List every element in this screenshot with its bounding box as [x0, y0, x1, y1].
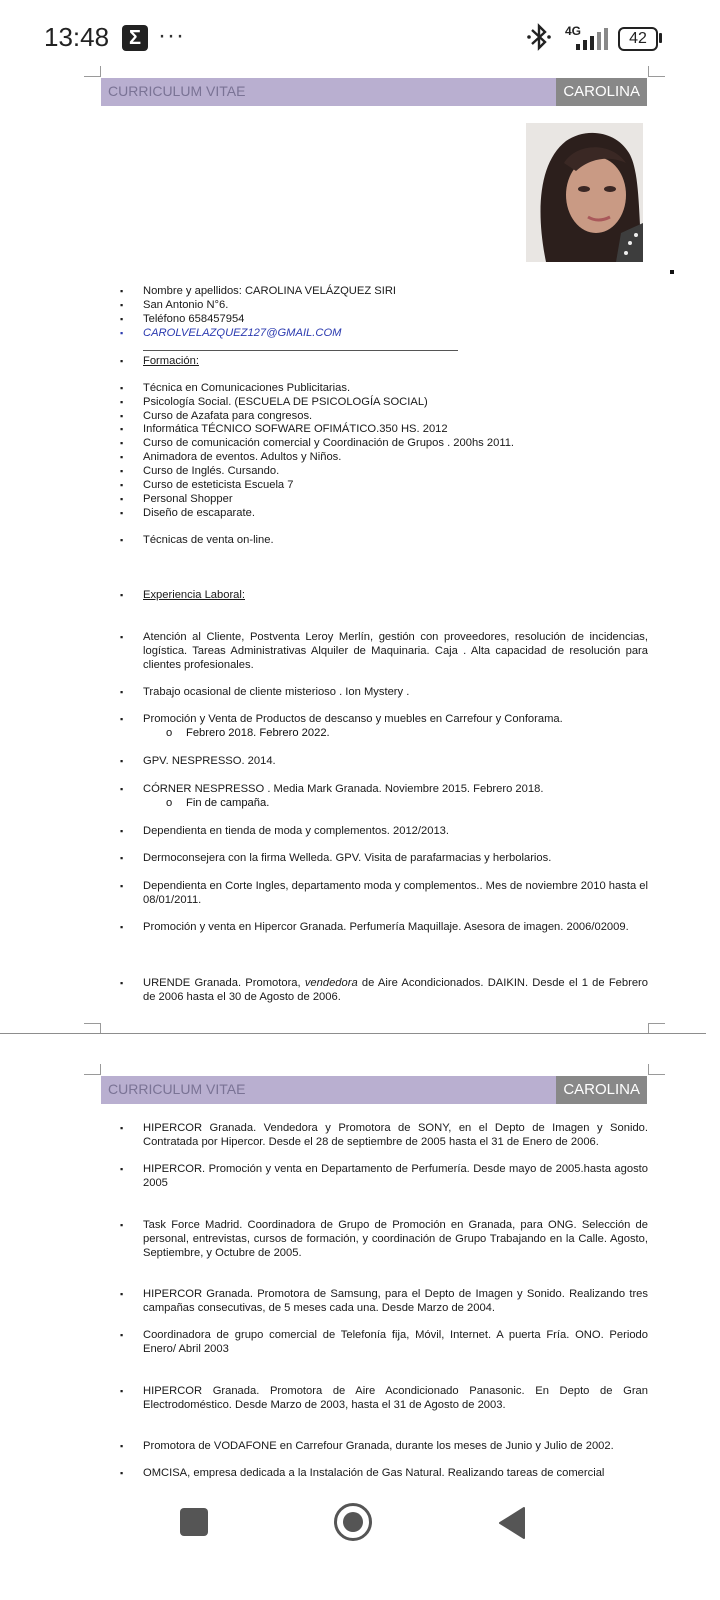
list-item: ▪ HIPERCOR Granada. Promotora de Samsung, para el Depto de Imagen y Sonido. Realizando tres campañas consecutivas, de 5 meses cada una. Desde Marzo de 2004.	[120, 1288, 648, 1314]
crop-mark	[84, 1064, 101, 1075]
header-title: CURRICULUM VITAE	[108, 83, 246, 99]
status-bar	[0, 0, 720, 76]
section-heading-formacion: ▪ Formación:	[120, 355, 199, 367]
list-item: ▪ Técnicas de venta on-line.	[120, 534, 274, 546]
list-item: ▪ Informática TÉCNICO SOFWARE OFIMÁTICO.350 HS. 2012	[120, 423, 448, 435]
separator-line	[143, 350, 458, 351]
list-item: ▪ Dependienta en Corte Ingles, departamento moda y complementos.. Mes de noviembre 2010 hasta el 08/01/2011.	[120, 880, 648, 906]
list-item: ▪ San Antonio N°6.	[120, 299, 229, 311]
battery-level: 42	[618, 27, 658, 51]
header-name: CAROLINA	[556, 1076, 647, 1104]
list-item: ▪ Dependienta en tienda de moda y complementos. 2012/2013.	[120, 825, 450, 837]
list-item: ▪ URENDE Granada. Promotora, vendedora de Aire Acondicionados. DAIKIN. Desde el 1 de Febrero de 2006 hasta el 30 de Agosto de 2006.	[120, 977, 648, 1003]
list-item: ▪ Promotora de VODAFONE en Carrefour Granada, durante los meses de Junio y Julio de 2002.	[120, 1440, 614, 1452]
list-item: ▪ GPV. NESPRESSO. 2014.	[120, 755, 276, 767]
list-item: ▪ HIPERCOR Granada. Vendedora y Promotora de SONY, en el Depto de Imagen y Sonido. Contratada por Hipercor. Desde el 28 de septiembre de 2005 hasta el 31 de Enero de 2006.	[120, 1122, 648, 1148]
more-notifications-icon: ···	[158, 22, 185, 49]
list-item: ▪ Curso de Inglés. Cursando.	[120, 465, 280, 477]
list-item: ▪ Atención al Cliente, Postventa Leroy Merlín, gestión con proveedores, resolución de incidencias, logística. Tareas Administrativas Alquiler de Maquinaria. Caja . Alta capacidad de resolución para clientes profesionales.	[120, 631, 648, 671]
list-item: ▪ Curso de esteticista Escuela 7	[120, 479, 294, 491]
profile-photo	[526, 123, 643, 262]
list-item: ▪ Psicología Social. (ESCUELA DE PSICOLOGÍA SOCIAL)	[120, 396, 428, 408]
list-item: ▪ Técnica en Comunicaciones Publicitarias.	[120, 382, 351, 394]
sub-list-item: o Febrero 2018. Febrero 2022.	[166, 727, 330, 739]
email-link[interactable]: ▪ CAROLVELAZQUEZ127@GMAIL.COM	[120, 327, 342, 339]
header-title: CURRICULUM VITAE	[108, 1081, 246, 1097]
list-item: ▪ Teléfono 658457954	[120, 313, 245, 325]
home-icon	[343, 1512, 363, 1532]
list-item: ▪ HIPERCOR. Promoción y venta en Departamento de Perfumería. Desde mayo de 2005.hasta agosto 2005	[120, 1163, 648, 1189]
list-item: ▪ Coordinadora de grupo comercial de Telefonía fija, Móvil, Internet. A puerta Fría. ONO. Periodo Enero/ Abril 2003	[120, 1329, 648, 1355]
list-item: ▪ Curso de comunicación comercial y Coordinación de Grupos . 200hs 2011.	[120, 437, 515, 449]
crop-mark	[648, 66, 665, 77]
battery-icon	[659, 33, 662, 43]
crop-mark	[648, 1064, 665, 1075]
list-item: ▪ OMCISA, empresa dedicada a la Instalación de Gas Natural. Realizando tareas de comercial	[120, 1467, 605, 1478]
list-item: ▪ Promoción y venta en Hipercor Granada. Perfumería Maquillaje. Asesora de imagen. 2006/02009.	[120, 921, 629, 933]
list-item: ▪ HIPERCOR Granada. Promotora de Aire Acondicionado Panasonic. En Depto de Gran Electrodoméstico. Desde Marzo de 2003, hasta el 31 de Agosto de 2003.	[120, 1385, 648, 1411]
sub-list-item: o Fin de campaña.	[166, 797, 270, 809]
list-item: ▪ Task Force Madrid. Coordinadora de Grupo de Promoción en Granada, para ONG. Selección de personal, entrevistas, cursos de formación, y coordinación de Grupo Trabajando en la Calle. Agosto, Septiembre, y Octubre de 2005.	[120, 1219, 648, 1259]
list-item: ▪ Trabajo ocasional de cliente misterioso . Ion Mystery .	[120, 686, 410, 698]
section-heading-experiencia: ▪ Experiencia Laboral:	[120, 589, 245, 601]
network-type: 4G	[565, 24, 582, 38]
page-separator	[0, 1033, 706, 1034]
sigma-app-icon: Σ	[122, 25, 148, 51]
crop-mark	[84, 66, 101, 77]
list-item: ▪ Curso de Azafata para congresos.	[120, 410, 313, 422]
list-item: ▪ Diseño de escaparate.	[120, 507, 255, 519]
stray-marker	[670, 270, 674, 274]
clock: 13:48	[44, 22, 110, 52]
bluetooth-icon	[526, 22, 552, 52]
list-item: ▪ Animadora de eventos. Adultos y Niños.	[120, 451, 342, 463]
list-item: ▪ Nombre y apellidos: CAROLINA VELÁZQUEZ SIRI	[120, 285, 397, 297]
back-button[interactable]	[498, 1506, 526, 1540]
list-item: ▪ CÓRNER NESPRESSO . Media Mark Granada. Noviembre 2015. Febrero 2018.	[120, 783, 544, 795]
header-name: CAROLINA	[556, 78, 647, 106]
signal-icon	[576, 28, 610, 50]
list-item: ▪ Personal Shopper	[120, 493, 233, 505]
cv-header	[101, 1076, 647, 1104]
cv-header	[101, 78, 647, 106]
list-item: ▪ Dermoconsejera con la firma Welleda. GPV. Visita de parafarmacias y herbolarios.	[120, 852, 552, 864]
list-item: ▪ Promoción y Venta de Productos de descanso y muebles en Carrefour y Conforama.	[120, 713, 563, 725]
recent-apps-button[interactable]	[180, 1508, 208, 1536]
